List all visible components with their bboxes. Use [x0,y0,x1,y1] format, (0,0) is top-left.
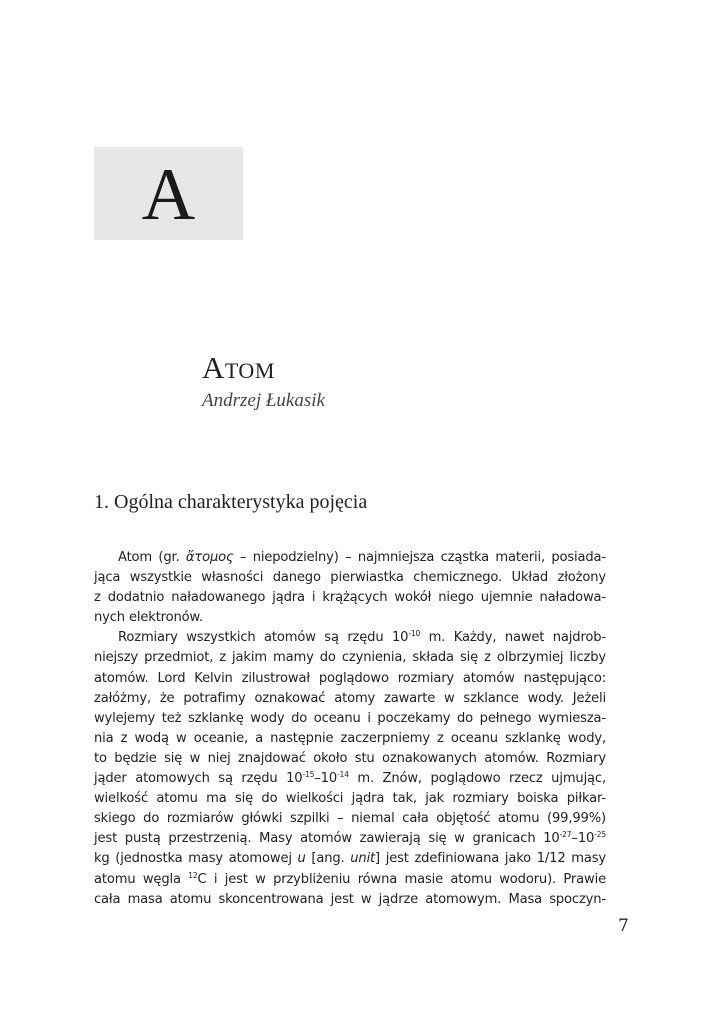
entry-author: Andrzej Łukasik [202,390,325,411]
chapter-letter-box [94,147,243,240]
entry-title: Atom [202,350,275,385]
page-number: 7 [618,916,629,936]
body-text [94,548,606,910]
text-line: atomu węgla $^{12}$C i jest w przybliżeniu równa masie atomu wodoru). Prawie [94,870,606,887]
chapter-letter: A [141,153,196,236]
text-line: nych elektronów. [94,610,203,626]
text-line: Rozmiary wszystkich atomów są rzędu $10^{-10}$ m. Każdy, nawet najdrob- [118,629,606,646]
text-line: kg (jednostka masy atomowej u [ang. unit] jest zdefiniowana jako 1/12 masy [94,851,606,867]
text-line: załóżmy, że potrafimy oznakować atomy zawarte w szklance wody. Jeżeli [94,690,606,706]
text-line: skiego do rozmiarów główki szpilki – niemal cała objętość atomu (99,99%) [94,811,606,827]
section-heading: 1. Ogólna charakterystyka pojęcia [94,491,368,513]
text-line: jąder atomowych są rzędu $10^{-15}-10^{-14}$ m. Znów, poglądowo rzecz ujmując, [94,770,606,787]
text-line: jest pustą przestrzenią. Masy atomów zawierają się w granicach $10^{-27}-10^{-25}$ [94,830,606,847]
text-line: wylejemy też szklankę wody do oceanu i poczekamy do pełnego wymiesza- [94,710,606,726]
text-line: to będzie się w niej znajdować około stu oznakowanych atomów. Rozmiary [94,750,606,766]
text-line: wielkość atomu ma się do wielkości jądra tak, jak rozmiary boiska piłkar- [94,791,606,807]
text-line: atomów. Lord Kelvin zilustrował poglądowo rozmiary atomów następująco: [94,670,606,686]
text-line: z dodatnio naładowanego jądra i krążących wokół niego ujemnie naładowa- [94,590,606,606]
text-line: nia z wodą w oceanie, a następnie zaczerpniemy z oceanu szklankę wody, [94,730,606,746]
text-line: Atom (gr. ἄτομος – niepodzielny) – najmniejsza cząstka materii, posiada- [118,550,606,565]
text-line: niejszy przedmiot, z jakim mamy do czynienia, składa się z olbrzymiej liczby [94,650,606,666]
text-line: jąca wszystkie własności danego pierwiastka chemicznego. Układ złożony [94,570,606,586]
text-line: cała masa atomu skoncentrowana jest w jądrze atomowym. Masa spoczyn- [94,891,606,907]
